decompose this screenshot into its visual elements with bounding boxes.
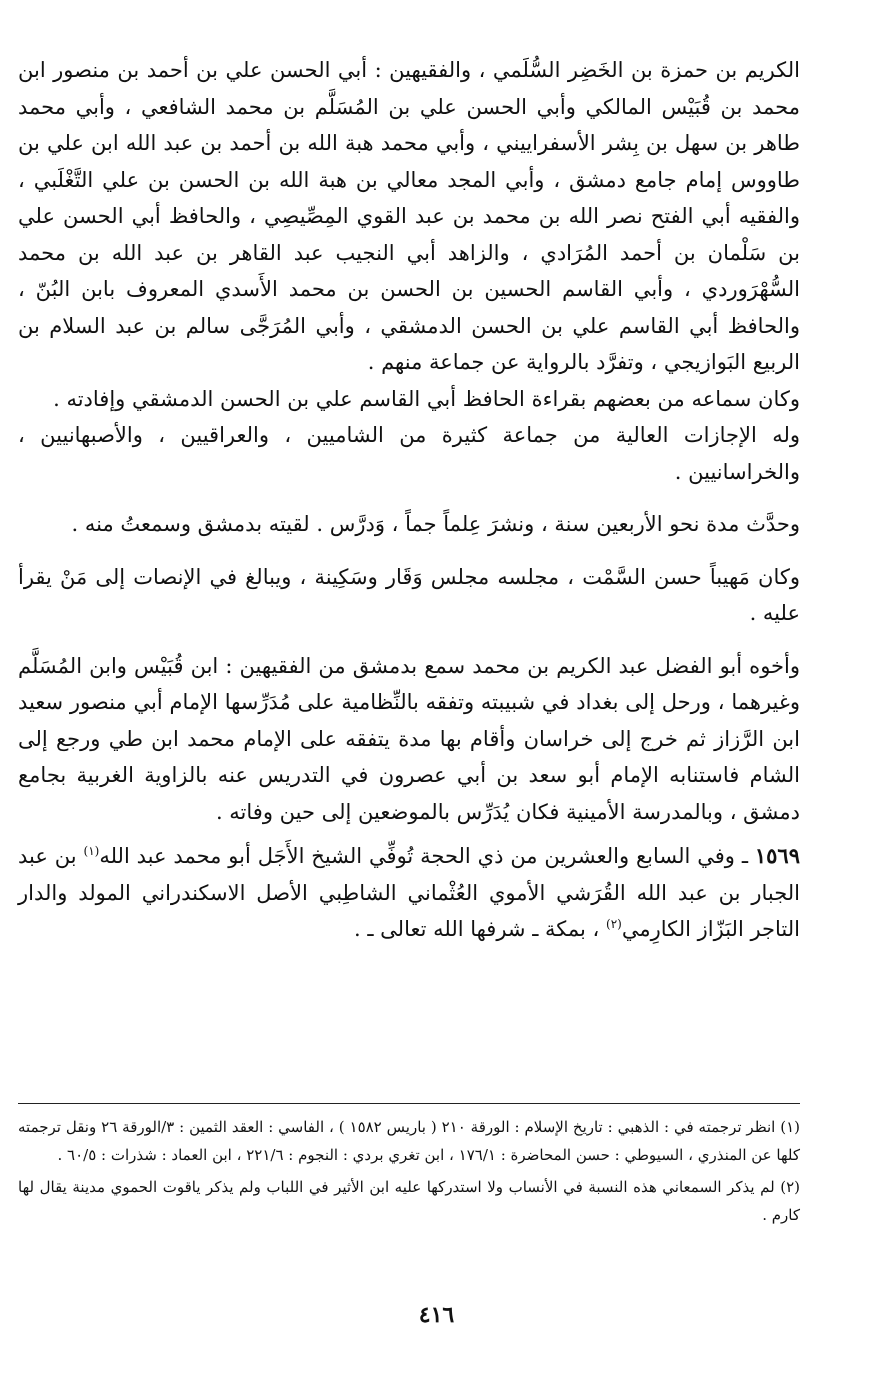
- main-text: [18, 52, 800, 948]
- footnote-2: (٢) لم يذكر السمعاني هذه النسبة في الأنساب ولا استدركها عليه ابن الأثير في اللباب ولم يذكر ياقوت الحموي مدينة يقال لها كارم .: [18, 1178, 800, 1224]
- entry-number: ١٥٦٩: [754, 843, 800, 868]
- page-number: ٤١٦: [418, 1302, 455, 1328]
- paragraph-teachers: الكريم بن حمزة بن الخَضِر السُّلَمي ، والفقيهين : أبي الحسن علي بن أحمد بن منصور ابن محمد بن قُبَيْس المالكي وأبي الحسن علي بن المُسَلَّم بن محمد الشافعي ، وأبي محمد طاهر بن سهل بن بِشر الأسفراييني ، وأبي محمد هبة الله بن أحمد بن عبد الله ابن علي بن طاووس إمام جامع دمشق ، وأبي المجد معالي بن هبة الله بن الحسن بن علي التَّغْلَبي ، والفقيه أبي الفتح نصر الله بن محمد بن عبد القوي المِصِّيصِي ، والحافظ أبي الحسن علي بن سَلْمان بن أحمد المُرَادي ، والزاهد أبي النجيب عبد القاهر بن عبد الله بن محمد السُّهْرَوردي ، وأبي القاسم الحسين بن الحسن بن محمد الأَسدي المعروف بابن البُنّ ، والحافظ أبي القاسم علي بن الحسن الدمشقي ، وأبي المُرَجَّى سالم بن عبد السلام بن الربيع البَوازيجي ، وتفرَّد بالرواية عن جماعة منهم .: [18, 58, 800, 374]
- footnote-1: (١) انظر ترجمته في : الذهبي : تاريخ الإسلام : الورقة ٢١٠ ( باريس ١٥٨٢ ) ، الفاسي : العقد الثمين : ٣/الورقة ٢٦ ونقل ترجمته كلها عن المنذري ، السيوطي : حسن المحاضرة : ١٧٦/١ ، ابن تغري بردي : النجوم : ٢٢١/٦ ، ابن العماد : شذرات : ٦٠/٥ .: [18, 1118, 801, 1164]
- footnote-divider: [18, 1103, 800, 1104]
- footnote-ref-1[interactable]: (١): [83, 844, 100, 858]
- entry-text-a: ـ وفي السابع والعشرين من ذي الحجة تُوفِّي الشيخ الأَجَل أبو محمد عبد الله: [99, 844, 755, 868]
- footnotes: [18, 1113, 800, 1229]
- footnote-ref-2[interactable]: (٢): [606, 917, 622, 931]
- paragraph-brother: وأخوه أبو الفضل عبد الكريم بن محمد سمع بدمشق من الفقيهين : ابن قُبَيْس وابن المُسَلَّم وغيرهما ، ورحل إلى بغداد في شبيبته وتفقه بالنِّظامية على مُدَرِّسها الإمام أبي منصور سعيد ابن الرَّزاز ثم خرج إلى خراسان وأقام بها مدة يتفقه على الإمام محمد ابن طي ورجع إلى الشام فاستنابه الإمام أبو سعد بن أبي عصرون في التدريس عنه بالزاوية الغربية بجامع دمشق ، وبالمدرسة الأمينية فكان يُدَرِّس بالموضعين إلى حين وفاته .: [18, 653, 800, 824]
- entry-text-c: ، بمكة ـ شرفها الله تعالى ـ .: [353, 917, 607, 941]
- paragraph-hearing: وكان سماعه من بعضهم بقراءة الحافظ أبي القاسم علي بن الحسن الدمشقي وإفادته .: [53, 386, 800, 411]
- entry-text-b: بن عبد الجبار بن عبد الله القُرَشي الأموي العُثْماني الشاطِبي الأصل الاسكندراني المولد والدار التاجر البَزّاز الكارِمي: [18, 844, 800, 941]
- entry-1569: [18, 838, 800, 948]
- paragraph-ijazat: وله الإجازات العالية من جماعة كثيرة من الشاميين ، والعراقيين ، والأصبهانيين ، والخراسانيين .: [18, 423, 800, 484]
- paragraph-character: وكان مَهيباً حسن السَّمْت ، مجلسه مجلس وَقَار وسَكِينة ، ويبالغ في الإنصات إلى مَنْ يقرأ عليه .: [18, 564, 800, 625]
- paragraph-teaching: وحدَّث مدة نحو الأربعين سنة ، ونشرَ عِلماً جماً ، وَدرَّس . لقيته بدمشق وسمعتُ منه .: [71, 512, 800, 536]
